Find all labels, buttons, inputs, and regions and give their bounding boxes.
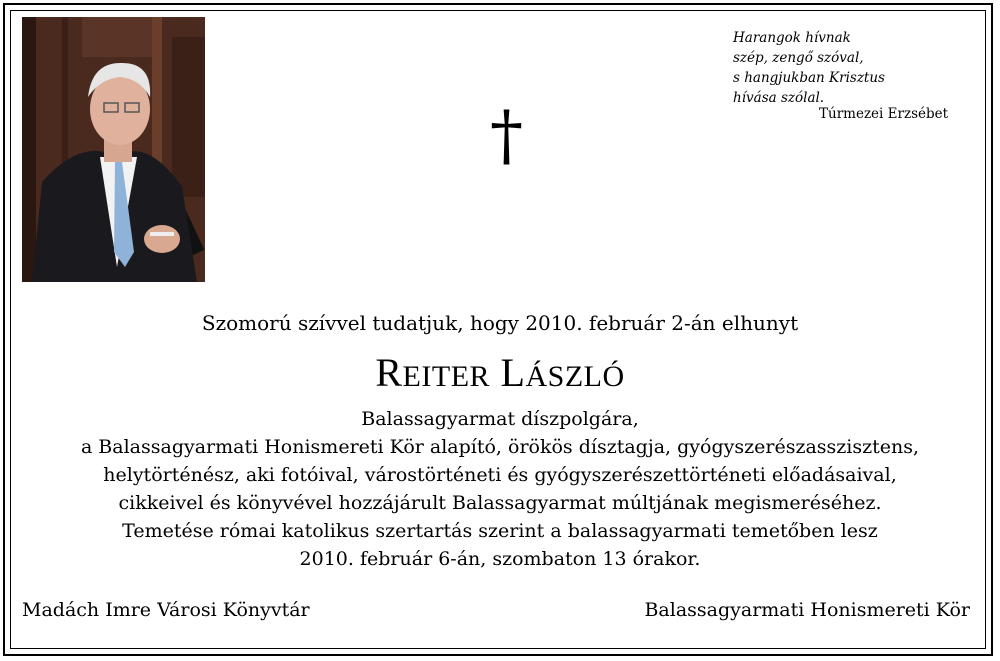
footer-left-signature: Madách Imre Városi Könyvtár bbox=[22, 599, 310, 621]
portrait-photo bbox=[22, 17, 205, 282]
announcement: Szomorú szívvel tudatjuk, hogy 2010. február 2-án elhunyt bbox=[201, 311, 799, 335]
body-line: cikkeivel és könyvével hozzájárult Balassagyarmat múltjának megismeréséhez. bbox=[118, 492, 882, 514]
poem bbox=[733, 28, 973, 108]
obituary-body bbox=[0, 405, 1000, 573]
body-line: 2010. február 6-án, szombaton 13 órakor. bbox=[299, 548, 701, 570]
body-line: helytörténész, aki fotóival, várostörténeti és gyógyszerészettörténeti előadásaival, bbox=[103, 464, 897, 486]
footer-right-signature: Balassagyarmati Honismereti Kör bbox=[644, 599, 970, 621]
body-line: a Balassagyarmati Honismereti Kör alapító, örökös dísztagja, gyógyszerészasszisztens, bbox=[80, 436, 920, 458]
poem-line: Harangok hívnak bbox=[733, 30, 851, 46]
name-first-rest: EITER bbox=[402, 360, 491, 393]
poem-line: hívása szólal. bbox=[733, 90, 825, 106]
poem-line: szép, zengő szóval, bbox=[733, 50, 864, 66]
name-last-initial: L bbox=[500, 350, 526, 395]
cross-icon: † bbox=[490, 97, 523, 174]
body-line: Balassagyarmat díszpolgára, bbox=[361, 408, 639, 430]
body-line: Temetése római katolikus szertartás szerint a balassagyarmati temetőben lesz bbox=[122, 520, 878, 542]
name-last-rest: ÁSZLÓ bbox=[525, 360, 625, 393]
poem-author: Túrmezei Erzsébet bbox=[819, 106, 949, 122]
name-first-initial: R bbox=[375, 350, 403, 395]
poem-line: s hangjukban Krisztus bbox=[733, 70, 885, 86]
deceased-name bbox=[0, 350, 1000, 400]
